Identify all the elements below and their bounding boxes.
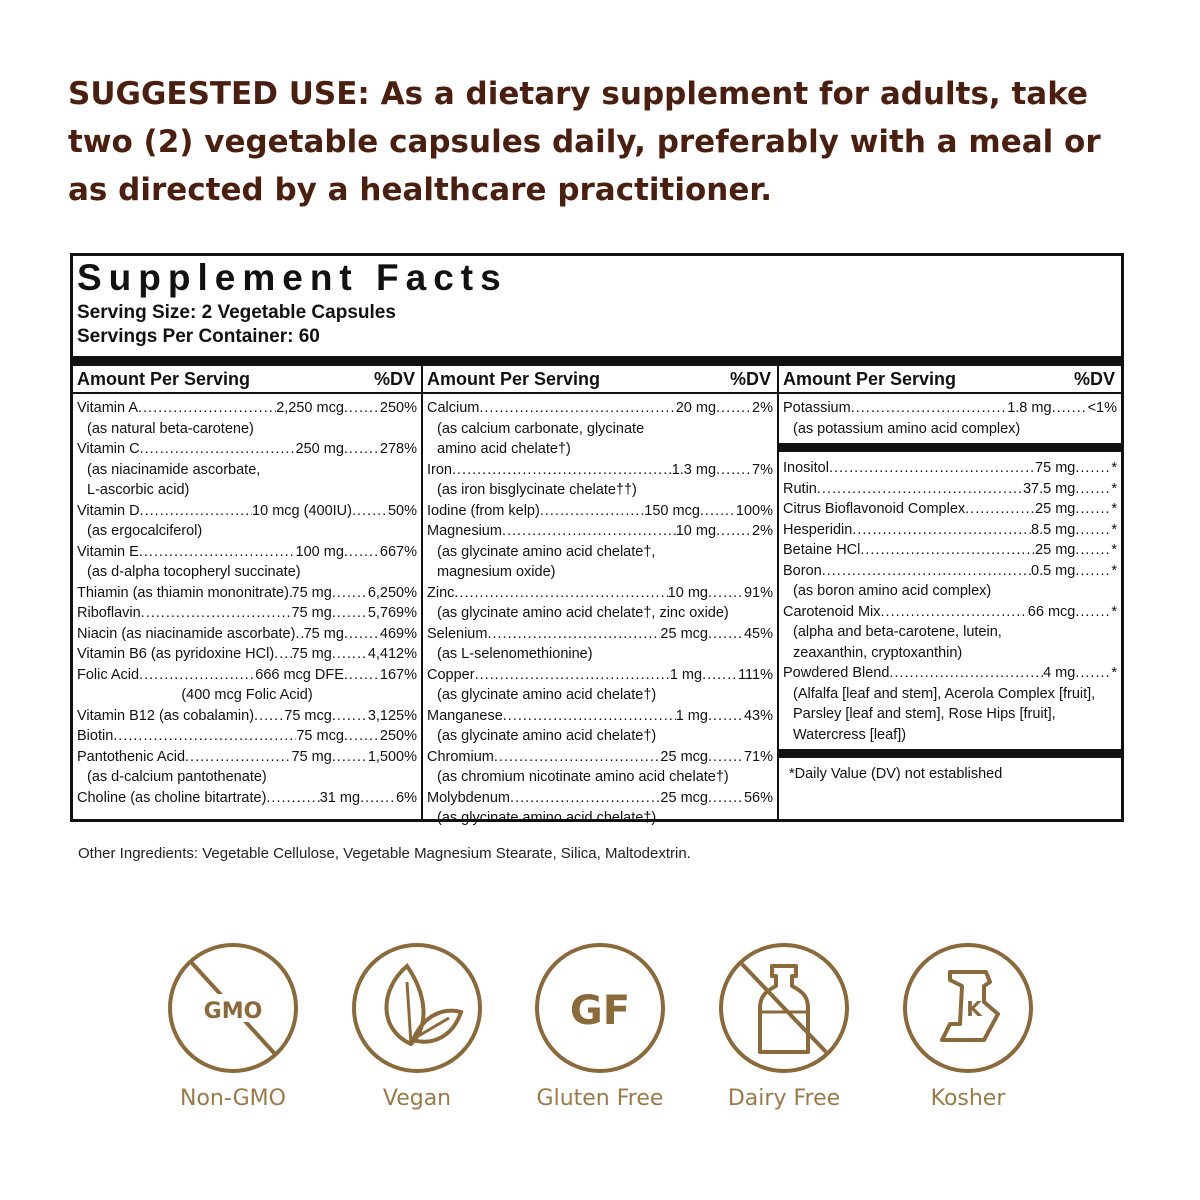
dot-leader	[503, 706, 676, 727]
nutrient-amount: 25 mg	[1035, 501, 1076, 517]
nutrient-row	[783, 398, 1117, 419]
nutrient-name: Citrus Bioflavonoid Complex	[783, 501, 966, 517]
column-header-dv: %DV	[373, 368, 415, 389]
dot-leader	[344, 624, 380, 645]
dot-leader	[332, 603, 368, 624]
nutrient-row	[77, 665, 417, 686]
nutrient-name: Iodine (from kelp)	[427, 502, 540, 519]
nutrient-row	[783, 561, 1117, 582]
badge-label: Kosher	[930, 1086, 1006, 1111]
facts-column-1	[73, 366, 423, 819]
nutrient-row	[77, 603, 417, 624]
nutrient-name: Potassium	[783, 400, 851, 416]
nutrient-row	[77, 624, 417, 645]
nutrient-dv: *	[1111, 603, 1117, 620]
dot-leader	[344, 726, 380, 747]
vegan-leaf-icon	[349, 940, 485, 1076]
dot-leader	[708, 706, 744, 727]
badge-label: Gluten Free	[536, 1086, 664, 1111]
nutrient-dv: 71%	[743, 748, 773, 765]
nutrient-name: Molybdenum	[427, 789, 511, 806]
nutrient-row	[783, 479, 1117, 500]
nutrient-name: Inositol	[783, 460, 829, 476]
no-dairy-bottle-icon	[716, 940, 852, 1076]
column-header-dv: %DV	[729, 368, 771, 389]
nutrient-amount: 66 mcg	[1027, 603, 1076, 620]
nutrient-row	[77, 501, 417, 522]
column-3-rows	[779, 394, 1121, 785]
dot-leader	[1075, 663, 1111, 684]
nutrient-amount: 75 mcg	[296, 728, 344, 744]
dot-leader	[254, 706, 284, 727]
nutrient-name: Vitamin A	[77, 400, 138, 416]
nutrient-source-note: (as d-calcium pantothenate)	[87, 769, 267, 785]
nutrient-source-note: L-ascorbic acid)	[87, 482, 190, 498]
nutrient-amount: 75 mg	[1035, 460, 1076, 476]
dot-leader	[1075, 561, 1111, 582]
nutrient-name: Folic Acid	[77, 666, 140, 683]
dot-leader	[140, 439, 296, 460]
section-divider	[779, 749, 1121, 758]
dot-leader	[716, 521, 752, 542]
nutrient-dv: 2%	[752, 400, 773, 416]
daily-value-footnote: *Daily Value (DV) not established	[789, 766, 1003, 782]
nutrient-dv: 4,412%	[367, 646, 417, 662]
nutrient-row	[427, 747, 773, 768]
nutrient-row	[427, 706, 773, 727]
nutrient-source-note: (as glycinate amino acid chelate†,	[437, 543, 656, 560]
column-3-minerals	[783, 398, 1117, 439]
dot-leader	[502, 521, 676, 542]
nutrient-dv: 667%	[379, 543, 417, 560]
nutrient-row	[783, 499, 1117, 520]
nutrient-name: Choline (as choline bitartrate)	[77, 789, 267, 806]
nutrient-dv: 43%	[743, 707, 773, 724]
nutrient-dv: *	[1111, 480, 1117, 497]
nutrient-name: Magnesium	[427, 523, 502, 539]
nutrient-name: Chromium	[427, 748, 494, 765]
nutrient-row	[427, 788, 773, 809]
nutrient-dv: 50%	[387, 502, 417, 519]
nutrient-dv: *	[1111, 542, 1117, 558]
nutrient-amount: 0.5 mg	[1031, 562, 1076, 579]
nutrient-name: Manganese	[427, 707, 503, 724]
column-header-amount: Amount Per Serving	[77, 368, 251, 389]
nutrient-amount: 25 mcg	[660, 789, 708, 806]
nutrient-amount: 31 mg	[319, 789, 361, 806]
nutrient-source-note: (as calcium carbonate, glycinate	[437, 420, 645, 437]
nutrient-amount: 4 mg	[1043, 665, 1076, 681]
badge-non-gmo	[163, 940, 303, 1111]
nutrient-row	[77, 439, 417, 460]
nutrient-dv: 278%	[379, 441, 417, 457]
nutrient-dv: 250%	[379, 728, 417, 744]
nutrient-row	[427, 460, 773, 481]
nutrient-amount: 25 mg	[1035, 542, 1076, 558]
nutrient-amount: 8.5 mg	[1031, 521, 1076, 538]
badge-label: Dairy Free	[727, 1086, 841, 1111]
nutrient-source-note: (alpha and beta-carotene, lutein,	[793, 624, 1002, 640]
nutrient-amount: 37.5 mg	[1022, 480, 1076, 497]
nutrient-amount: 1 mg	[675, 707, 708, 724]
nutrient-row	[427, 501, 773, 522]
serving-size: Serving Size: 2 Vegetable Capsules	[77, 302, 396, 323]
nutrient-dv: 6,250%	[367, 584, 417, 601]
nutrient-name: Zinc	[427, 584, 455, 601]
dot-leader	[138, 398, 276, 419]
dot-leader	[494, 747, 661, 768]
nutrient-source-note: (as L-selenomethionine)	[437, 646, 593, 662]
nutrient-source-note: (as glycinate amino acid chelate†, zinc oxide)	[437, 605, 729, 621]
column-header-dv: %DV	[1073, 368, 1115, 389]
dot-leader	[274, 644, 291, 665]
dot-leader	[475, 665, 670, 686]
nutrient-amount: 1.8 mg	[1007, 400, 1052, 416]
nutrient-source-note: (as glycinate amino acid chelate†)	[437, 728, 657, 744]
dot-leader	[708, 624, 744, 645]
dot-leader	[295, 624, 303, 645]
nutrient-source-note: (as glycinate amino acid chelate†)	[437, 810, 657, 826]
column-header	[779, 366, 1121, 394]
nutrient-row	[427, 624, 773, 645]
nutrient-row	[77, 726, 417, 747]
nutrient-name: Selenium	[427, 625, 488, 642]
nutrient-dv: 6%	[396, 789, 417, 806]
nutrient-name: Vitamin B12 (as cobalamin)	[77, 707, 255, 724]
nutrient-amount: 150 mcg	[644, 502, 700, 519]
nutrient-source-note: (as natural beta-carotene)	[87, 420, 254, 437]
nutrient-source-note: Watercress [leaf])	[793, 726, 907, 743]
nutrient-dv: *	[1111, 665, 1117, 681]
nutrient-source-note: (as niacinamide ascorbate,	[87, 461, 261, 478]
nutrient-row	[77, 542, 417, 563]
nutrient-name: Boron	[783, 562, 822, 579]
dot-leader	[344, 439, 380, 460]
k-icon-text: K	[966, 997, 982, 1021]
dot-leader	[185, 747, 291, 768]
nutrient-dv: *	[1111, 562, 1117, 579]
nutrient-source-note: Parsley [leaf and stem], Rose Hips [fruit],	[793, 706, 1056, 722]
nutrient-amount: 75 mg	[291, 646, 332, 662]
suggested-use-text: SUGGESTED USE: As a dietary supplement for adults, take two (2) vegetable capsules daily, preferably with a meal or as directed by a healthcare practitioner.	[68, 76, 1101, 208]
nutrient-row	[783, 540, 1117, 561]
dot-leader	[360, 788, 396, 809]
nutrient-row	[77, 747, 417, 768]
nutrient-row	[783, 520, 1117, 541]
nutrient-row	[77, 644, 417, 665]
nutrient-dv: 100%	[735, 502, 773, 519]
nutrient-name: Vitamin B6 (as pyridoxine HCl)	[77, 646, 275, 662]
nutrient-amount: 10 mcg (400IU)	[252, 502, 352, 519]
section-divider	[779, 443, 1121, 452]
nutrient-source-note: magnesium oxide)	[437, 564, 556, 580]
nutrient-amount: 25 mcg	[660, 625, 708, 642]
facts-column-2	[423, 366, 779, 826]
dot-leader	[965, 499, 1035, 520]
nutrient-row	[427, 521, 773, 542]
dot-leader	[139, 542, 296, 563]
badge-label: Non-GMO	[180, 1086, 286, 1111]
nutrient-dv: 5,769%	[367, 605, 417, 621]
dot-leader	[1075, 458, 1111, 479]
dot-leader	[140, 501, 252, 522]
nutrient-source-note: (as boron amino acid complex)	[793, 583, 992, 599]
nutrient-dv: 2%	[752, 523, 773, 539]
nutrient-name: Vitamin E	[77, 543, 139, 560]
badge-dairy-free	[714, 940, 854, 1111]
nutrient-amount: 75 mg	[303, 625, 344, 642]
gluten-free-icon	[532, 940, 668, 1076]
no-gmo-icon	[165, 940, 301, 1076]
nutrient-name: Niacin (as niacinamide ascorbate)	[77, 625, 296, 642]
nutrient-amount: 1.3 mg	[671, 461, 717, 478]
other-ingredients: Other Ingredients: Vegetable Cellulose, Vegetable Magnesium Stearate, Silica, Maltodextrin.	[78, 845, 691, 862]
nutrient-dv: 7%	[752, 461, 773, 478]
column-header-amount: Amount Per Serving	[427, 368, 601, 389]
dot-leader	[1075, 540, 1111, 561]
dot-leader	[510, 788, 660, 809]
dot-leader	[817, 479, 1023, 500]
badge-row	[0, 940, 1200, 1120]
nutrient-amount: 75 mcg	[284, 707, 332, 724]
dot-leader	[344, 542, 380, 563]
dot-leader	[332, 706, 368, 727]
nutrient-dv: *	[1111, 460, 1117, 476]
dot-leader	[344, 665, 380, 686]
nutrient-dv: *	[1111, 521, 1117, 538]
nutrient-source-note: amino acid chelate†)	[437, 441, 571, 457]
dot-leader	[141, 603, 292, 624]
nutrient-dv: <1%	[1087, 400, 1117, 416]
dot-leader	[344, 398, 380, 419]
dot-leader	[1075, 602, 1111, 623]
dot-leader	[1075, 479, 1111, 500]
nutrient-row	[77, 788, 417, 809]
dot-leader	[851, 398, 1008, 419]
nutrient-amount: 250 mg	[295, 441, 344, 457]
nutrient-name: Thiamin (as thiamin mononitrate)	[77, 584, 289, 601]
column-header-amount: Amount Per Serving	[783, 368, 957, 389]
nutrient-source-note: (as potassium amino acid complex)	[793, 420, 1021, 437]
nutrient-amount: 666 mcg DFE	[255, 666, 344, 683]
nutrient-dv: *	[1111, 501, 1117, 517]
dot-leader	[716, 398, 752, 419]
nutrient-name: Copper	[427, 666, 475, 683]
nutrient-source-note: (as d-alpha tocopheryl succinate)	[87, 564, 301, 580]
nutrient-name: Calcium	[427, 400, 480, 416]
nutrient-name: Pantothenic Acid	[77, 748, 186, 765]
nutrient-source-note: zeaxanthin, cryptoxanthin)	[793, 644, 963, 661]
nutrient-name: Hesperidin	[783, 521, 853, 538]
nutrient-name: Carotenoid Mix	[783, 603, 881, 620]
nutrient-amount: 100 mg	[295, 543, 344, 560]
facts-column-3	[779, 366, 1121, 819]
nutrient-name: Vitamin D	[77, 502, 140, 519]
dot-leader	[487, 624, 660, 645]
dot-leader	[822, 561, 1031, 582]
column-header	[423, 366, 777, 394]
nutrient-source-note: (as glycinate amino acid chelate†)	[437, 687, 657, 703]
nutrient-row	[77, 398, 417, 419]
nutrient-row	[427, 398, 773, 419]
dot-leader	[889, 663, 1043, 684]
dot-leader	[708, 788, 744, 809]
servings-per-container: Servings Per Container: 60	[77, 326, 320, 347]
dot-leader	[332, 747, 368, 768]
badge-label: Vegan	[382, 1086, 452, 1111]
nutrient-source-note: (Alfalfa [leaf and stem], Acerola Complex [fruit],	[793, 685, 1096, 702]
nutrient-amount: 75 mg	[291, 584, 332, 601]
facts-title: Supplement Facts	[77, 257, 508, 298]
nutrient-dv: 469%	[379, 625, 417, 642]
nutrient-amount: 20 mg	[675, 400, 717, 416]
dot-leader	[852, 520, 1031, 541]
dot-leader	[881, 602, 1028, 623]
nutrient-amount: 2,250 mcg	[276, 400, 344, 416]
column-2-rows	[423, 394, 777, 829]
badge-vegan	[347, 940, 487, 1111]
dot-leader	[1075, 520, 1111, 541]
nutrient-name: Rutin	[783, 480, 817, 497]
dot-leader	[540, 501, 644, 522]
nutrient-row	[427, 665, 773, 686]
nutrient-source-note: (400 mcg Folic Acid)	[181, 687, 313, 703]
column-header	[73, 366, 421, 394]
nutrient-dv: 111%	[738, 666, 773, 683]
nutrient-dv: 1,500%	[367, 748, 417, 765]
nutrient-row	[783, 663, 1117, 684]
dot-leader	[479, 398, 675, 419]
nutrient-name: Vitamin C	[77, 441, 140, 457]
dot-leader	[266, 788, 319, 809]
nutrient-dv: 56%	[743, 789, 773, 806]
dot-leader	[1075, 499, 1111, 520]
nutrient-dv: 250%	[379, 400, 417, 416]
dot-leader	[113, 726, 296, 747]
nutrient-amount: 25 mcg	[660, 748, 708, 765]
nutrient-dv: 167%	[379, 666, 417, 683]
gf-icon-text: GF	[569, 988, 631, 1034]
nutrient-row	[783, 602, 1117, 623]
dot-leader	[700, 501, 736, 522]
dot-leader	[860, 540, 1035, 561]
nutrient-row	[77, 583, 417, 604]
column-1-rows	[73, 394, 421, 808]
thick-divider	[73, 356, 1121, 366]
nutrient-name: Powdered Blend	[783, 665, 890, 681]
dot-leader	[716, 460, 752, 481]
dot-leader	[332, 583, 368, 604]
gmo-icon-text: GMO	[203, 999, 263, 1024]
dot-leader	[452, 460, 672, 481]
dot-leader	[139, 665, 255, 686]
nutrient-source-note: (as chromium nicotinate amino acid chelate†)	[437, 769, 729, 785]
dot-leader	[332, 644, 368, 665]
badge-kosher	[898, 940, 1038, 1111]
nutrient-name: Betaine HCl	[783, 542, 861, 558]
column-3-other-ingredients	[783, 458, 1117, 745]
nutrient-amount: 10 mg	[675, 523, 717, 539]
dot-leader	[708, 583, 744, 604]
dot-leader	[1052, 398, 1088, 419]
supplement-facts-panel	[70, 253, 1124, 826]
nutrient-amount: 75 mg	[291, 605, 332, 621]
dot-leader	[708, 747, 744, 768]
nutrient-dv: 45%	[743, 625, 773, 642]
badge-gluten-free	[530, 940, 670, 1111]
nutrient-source-note: (as ergocalciferol)	[87, 523, 203, 539]
dot-leader	[454, 583, 667, 604]
nutrient-row	[783, 458, 1117, 479]
dot-leader	[702, 665, 738, 686]
nutrient-row	[77, 706, 417, 727]
dot-leader	[352, 501, 388, 522]
nutrient-source-note: (as iron bisglycinate chelate††)	[437, 482, 637, 498]
nutrient-dv: 91%	[743, 584, 773, 601]
nutrient-amount: 1 mg	[669, 666, 703, 683]
nutrient-name: Iron	[427, 461, 452, 478]
nutrient-name: Riboflavin	[77, 605, 141, 621]
nutrient-amount: 75 mg	[291, 748, 332, 765]
nutrient-dv: 3,125%	[367, 707, 417, 724]
kosher-icon	[900, 940, 1036, 1076]
nutrient-name: Biotin	[77, 728, 114, 744]
nutrient-row	[427, 583, 773, 604]
dot-leader	[829, 458, 1035, 479]
nutrient-amount: 10 mg	[667, 584, 708, 601]
